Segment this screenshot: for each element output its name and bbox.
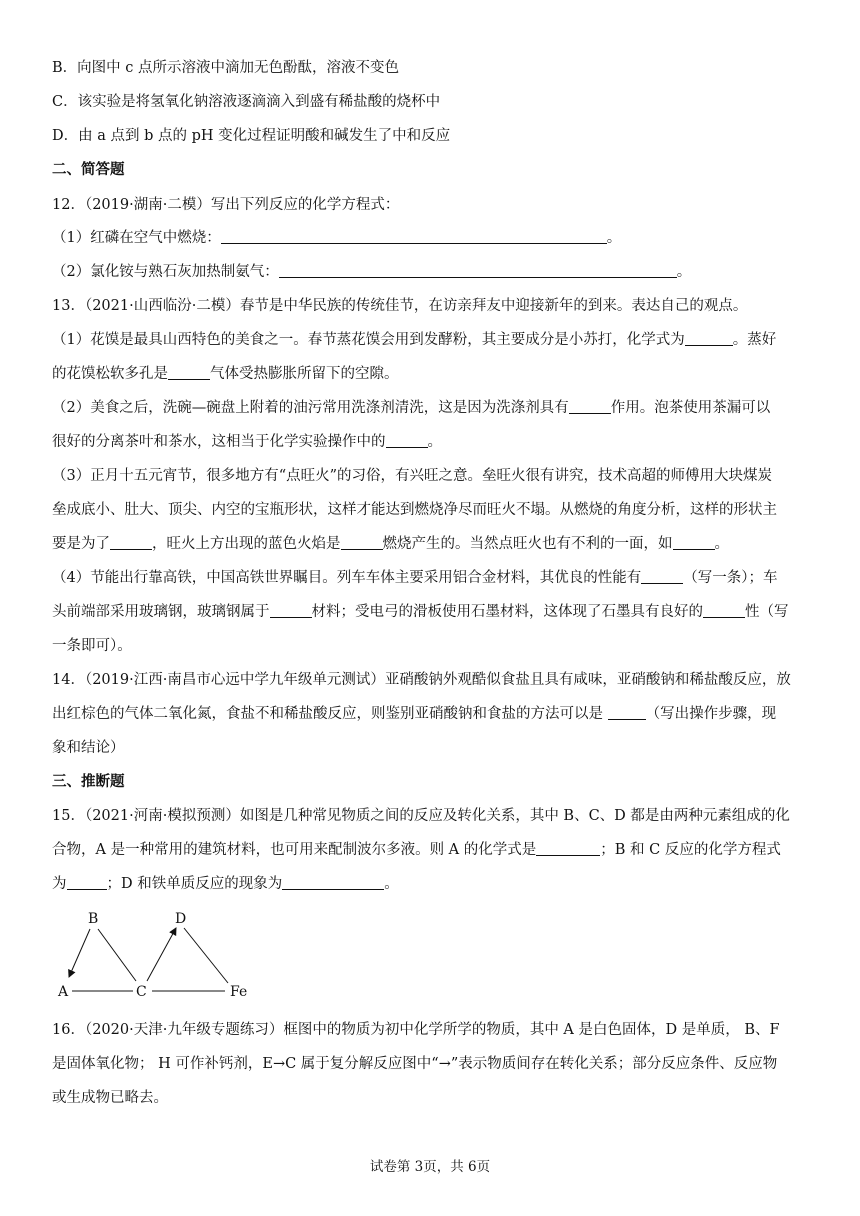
- answer-blank[interactable]: [703, 603, 745, 618]
- answer-blank[interactable]: [569, 399, 611, 414]
- arrow-c-to-d: [147, 928, 176, 981]
- answer-blank[interactable]: [67, 875, 107, 890]
- question-12-stem: 12．（2019·湖南·二模）写出下列反应的化学方程式：: [52, 197, 400, 213]
- question-15-line-3: 为 ；D 和铁单质反应的现象为 。: [52, 876, 399, 892]
- line-b-c: [98, 929, 136, 981]
- answer-blank[interactable]: [168, 365, 210, 380]
- section-heading-short-answer: 二、简答题: [52, 161, 125, 178]
- node-a: A: [58, 984, 69, 1000]
- node-c: C: [136, 984, 147, 1000]
- question-13-part-1-line-1: （1）花馍是最具山西特色的美食之一。春节蒸花馍会用到发酵粉，其主要成分是小苏打，化学式为 。蒸好: [52, 332, 777, 348]
- option-c: C．该实验是将氢氧化钠溶液逐滴滴入到盛有稀盐酸的烧杯中: [52, 94, 441, 110]
- answer-blank[interactable]: [536, 841, 600, 856]
- question-16-line-1: 16．（2020·天津·九年级专题练习）框图中的物质为初中化学所学的物质，其中 A 是白色固体，D 是单质， B、F: [52, 1022, 780, 1038]
- answer-blank[interactable]: [641, 569, 683, 584]
- question-15-line-1: 15．（2021·河南·模拟预测）如图是几种常见物质之间的反应及转化关系，其中 B、C、D 都是由两种元素组成的化: [52, 808, 790, 824]
- section-heading-inference: 三、推断题: [52, 773, 125, 790]
- page-footer: 试卷第 3页，共 6页: [369, 1159, 491, 1175]
- node-d: D: [175, 911, 187, 927]
- question-15-line-2: 合物，A 是一种常用的建筑材料，也可用来配制波尔多液。则 A 的化学式是 ；B 和 C 反应的化学方程式: [52, 842, 781, 858]
- question-12-part-1: （1）红磷在空气中燃烧： 。: [52, 230, 622, 246]
- question-13-part-2-line-2: 很好的分离茶叶和茶水，这相当于化学实验操作中的 。: [52, 434, 442, 450]
- question-13-stem: 13．（2021·山西临汾·二模）春节是中华民族的传统佳节，在访亲拜友中迎接新年的到来。表达自己的观点。: [52, 298, 748, 314]
- arrow-b-to-a: [69, 929, 90, 977]
- question-12-part-2: （2）氯化铵与熟石灰加热制氨气： 。: [52, 264, 692, 280]
- answer-blank[interactable]: [110, 535, 152, 550]
- node-fe: Fe: [230, 984, 248, 1000]
- option-b: B．向图中 c 点所示溶液中滴加无色酚酞，溶液不变色: [52, 60, 399, 76]
- question-13-part-4-line-1: （4）节能出行靠高铁，中国高铁世界瞩目。列车车体主要采用铝合金材料，其优良的性能有 （写一条）；车: [52, 570, 778, 586]
- answer-blank[interactable]: [673, 535, 715, 550]
- answer-blank[interactable]: [279, 263, 677, 278]
- answer-blank[interactable]: [221, 229, 607, 244]
- question-13-part-1-line-2: 的花馍松软多孔是 气体受热膨胀所留下的空隙。: [52, 366, 399, 382]
- question-14-line-1: 14．（2019·江西·南昌市心远中学九年级单元测试）亚硝酸钠外观酷似食盐且具有咸味，亚硝酸钠和稀盐酸反应，放: [52, 672, 791, 688]
- reaction-diagram: [52, 905, 262, 1001]
- answer-blank[interactable]: [341, 535, 383, 550]
- node-b: B: [88, 911, 99, 927]
- question-13-part-3-line-2: 垒成底小、肚大、顶尖、内空的宝瓶形状，这样才能达到燃烧净尽而旺火不塌。从燃烧的角度分析，这样的形状主: [52, 502, 777, 518]
- question-13-part-2-line-1: （2）美食之后，洗碗—碗盘上附着的油污常用洗涤剂清洗，这是因为洗涤剂具有 作用。泡茶使用茶漏可以: [52, 400, 771, 416]
- option-d: D．由 a 点到 b 点的 pH 变化过程证明酸和碱发生了中和反应: [52, 128, 451, 144]
- answer-blank[interactable]: [685, 331, 733, 346]
- question-16-line-2: 是固体氧化物； H 可作补钙剂，E→C 属于复分解反应图中“→”表示物质间存在转化关系；部分反应条件、反应物: [52, 1056, 778, 1072]
- question-14-line-2: 出红棕色的气体二氧化氮，食盐不和稀盐酸反应，则鉴别亚硝酸钠和食盐的方法可以是 （写出操作步骤，现: [52, 706, 777, 722]
- question-13-part-4-line-3: 一条即可）。: [52, 638, 132, 654]
- answer-blank[interactable]: [608, 705, 646, 720]
- question-16-line-3: 或生成物已略去。: [52, 1090, 168, 1106]
- question-13-part-3-line-3: 要是为了 ，旺火上方出现的蓝色火焰是 燃烧产生的。当然点旺火也有不利的一面，如 。: [52, 536, 729, 552]
- question-14-line-3: 象和结论）: [52, 740, 125, 756]
- question-13-part-3-line-1: （3）正月十五元宵节，很多地方有“点旺火”的习俗，有兴旺之意。垒旺火很有讲究，技术高超的师傅用大块煤炭: [52, 468, 773, 484]
- answer-blank[interactable]: [386, 433, 428, 448]
- question-13-part-4-line-2: 头前端部采用玻璃钢，玻璃钢属于 材料；受电弓的滑板使用石墨材料，这体现了石墨具有良好的 性（写: [52, 604, 789, 620]
- answer-blank[interactable]: [282, 875, 384, 890]
- answer-blank[interactable]: [270, 603, 312, 618]
- line-d-fe: [184, 928, 228, 983]
